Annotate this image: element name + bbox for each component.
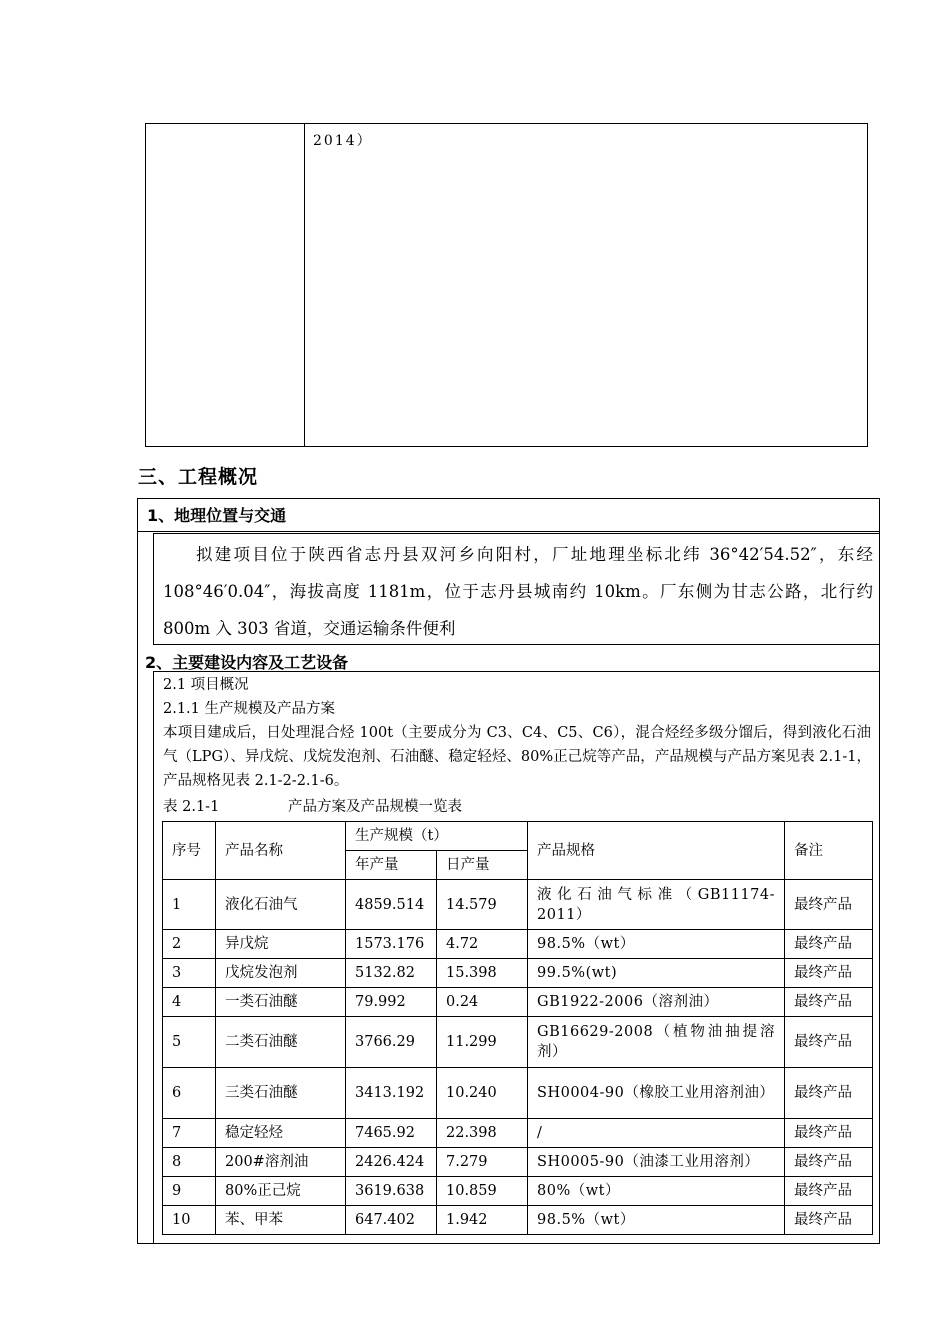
- table-row: [163, 1177, 873, 1206]
- cell-daily: 11.299: [437, 1017, 528, 1068]
- cell-no: 5: [163, 1017, 216, 1068]
- header-scale: 生产规模（t）: [346, 822, 528, 851]
- heading-divider: [137, 531, 880, 532]
- cell-remark: 最终产品: [785, 1206, 873, 1235]
- cell-name: 液化石油气: [216, 880, 346, 930]
- table-caption-title: 产品方案及产品规模一览表: [288, 799, 462, 815]
- cell-spec: GB16629-2008（植物油抽提溶剂）: [528, 1017, 785, 1068]
- cell-annual: 3619.638: [346, 1177, 437, 1206]
- cell-annual: 2426.424: [346, 1148, 437, 1177]
- cell-no: 9: [163, 1177, 216, 1206]
- subsection-2-1-1: 2.1.1 生产规模及产品方案: [163, 701, 336, 717]
- cell-no: 1: [163, 880, 216, 930]
- cell-daily: 1.942: [437, 1206, 528, 1235]
- cell-remark: 最终产品: [785, 1148, 873, 1177]
- table-row: [163, 1206, 873, 1235]
- construction-heading: 2、主要建设内容及工艺设备: [145, 653, 349, 672]
- cell-daily: 15.398: [437, 959, 528, 988]
- cell-remark: 最终产品: [785, 1068, 873, 1119]
- geo-paragraph: 拟建项目位于陕西省志丹县双河乡向阳村，厂址地理坐标北纬 36°42′54.52″，东经 108°46′0.04″，海拔高度 1181m，位于志丹县城南约 10km。厂东侧为甘志公路，北行约 800m 入 303 省道，交通运输条件便利: [163, 545, 873, 638]
- cell-daily: 0.24: [437, 988, 528, 1017]
- section-title: 三、工程概况: [138, 466, 259, 488]
- header-name: 产品名称: [216, 822, 346, 880]
- subsection-2-1: 2.1 项目概况: [163, 677, 249, 693]
- cell-name: 一类石油醚: [216, 988, 346, 1017]
- cell-spec: 98.5%（wt）: [528, 1206, 785, 1235]
- cell-spec: GB1922-2006（溶剂油）: [528, 988, 785, 1017]
- cell-no: 3: [163, 959, 216, 988]
- header-remark: 备注: [785, 822, 873, 880]
- cell-annual: 3766.29: [346, 1017, 437, 1068]
- cell-remark: 最终产品: [785, 1119, 873, 1148]
- cell-name: 200#溶剂油: [216, 1148, 346, 1177]
- cell-remark: 最终产品: [785, 959, 873, 988]
- cell-daily: 10.240: [437, 1068, 528, 1119]
- column-divider: [304, 124, 305, 446]
- header-no: 序号: [163, 822, 216, 880]
- cell-name: 80%正己烷: [216, 1177, 346, 1206]
- cell-daily: 4.72: [437, 930, 528, 959]
- table-caption: [163, 795, 871, 819]
- table-caption-number: 表 2.1-1: [163, 799, 220, 815]
- cell-name: 稳定轻烃: [216, 1119, 346, 1148]
- cell-remark: 最终产品: [785, 880, 873, 930]
- header-spec: 产品规格: [528, 822, 785, 880]
- table-row: [163, 1119, 873, 1148]
- table-header-row: [163, 822, 873, 851]
- cell-spec: /: [528, 1119, 785, 1148]
- header-annual: 年产量: [346, 851, 437, 880]
- cell-daily: 10.859: [437, 1177, 528, 1206]
- cell-name: 苯、甲苯: [216, 1206, 346, 1235]
- cell-annual: 1573.176: [346, 930, 437, 959]
- product-table: [162, 821, 873, 1235]
- geo-heading: 1、地理位置与交通: [147, 506, 287, 525]
- cell-remark: 最终产品: [785, 930, 873, 959]
- cell-name: 二类石油醚: [216, 1017, 346, 1068]
- cell-annual: 7465.92: [346, 1119, 437, 1148]
- cell-annual: 3413.192: [346, 1068, 437, 1119]
- cell-spec: 99.5%(wt): [528, 959, 785, 988]
- cell-no: 10: [163, 1206, 216, 1235]
- header-daily: 日产量: [437, 851, 528, 880]
- cell-daily: 22.398: [437, 1119, 528, 1148]
- cell-remark: 最终产品: [785, 1017, 873, 1068]
- cell-spec: 98.5%（wt）: [528, 930, 785, 959]
- table-row: [163, 930, 873, 959]
- cell-annual: 647.402: [346, 1206, 437, 1235]
- table-row: [163, 880, 873, 930]
- table-row: [163, 988, 873, 1017]
- cell-remark: 最终产品: [785, 1177, 873, 1206]
- cell-daily: 7.279: [437, 1148, 528, 1177]
- cell-daily: 14.579: [437, 880, 528, 930]
- continued-table: [145, 123, 868, 447]
- cell-no: 8: [163, 1148, 216, 1177]
- cell-no: 4: [163, 988, 216, 1017]
- cell-spec: 80%（wt）: [528, 1177, 785, 1206]
- table-row: [163, 1068, 873, 1119]
- cell-annual: 4859.514: [346, 880, 437, 930]
- cell-spec: 液化石油气标准（GB11174-2011）: [528, 880, 785, 930]
- table-row: [163, 959, 873, 988]
- cell-name: 戊烷发泡剂: [216, 959, 346, 988]
- cell-annual: 5132.82: [346, 959, 437, 988]
- cell-spec: SH0004-90（橡胶工业用溶剂油）: [528, 1068, 785, 1119]
- cell-name: 三类石油醚: [216, 1068, 346, 1119]
- cell-spec: SH0005-90（油漆工业用溶剂）: [528, 1148, 785, 1177]
- cell-remark: 最终产品: [785, 988, 873, 1017]
- cell-annual: 79.992: [346, 988, 437, 1017]
- cell-no: 2: [163, 930, 216, 959]
- cell-name: 异戊烷: [216, 930, 346, 959]
- table-row: [163, 1017, 873, 1068]
- production-paragraph: 本项目建成后，日处理混合烃 100t（主要成分为 C3、C4、C5、C6），混合烃经多级分馏后，得到液化石油气（LPG）、异戊烷、戊烷发泡剂、石油醚、稳定轻烃、80%正己烷等产品，产品规模与产品方案见表 2.1-1，产品规格见表 2.1-2-2.1-6。: [163, 725, 871, 789]
- table-row: [163, 1148, 873, 1177]
- continued-cell-text: 2014）: [313, 133, 373, 149]
- cell-no: 6: [163, 1068, 216, 1119]
- cell-no: 7: [163, 1119, 216, 1148]
